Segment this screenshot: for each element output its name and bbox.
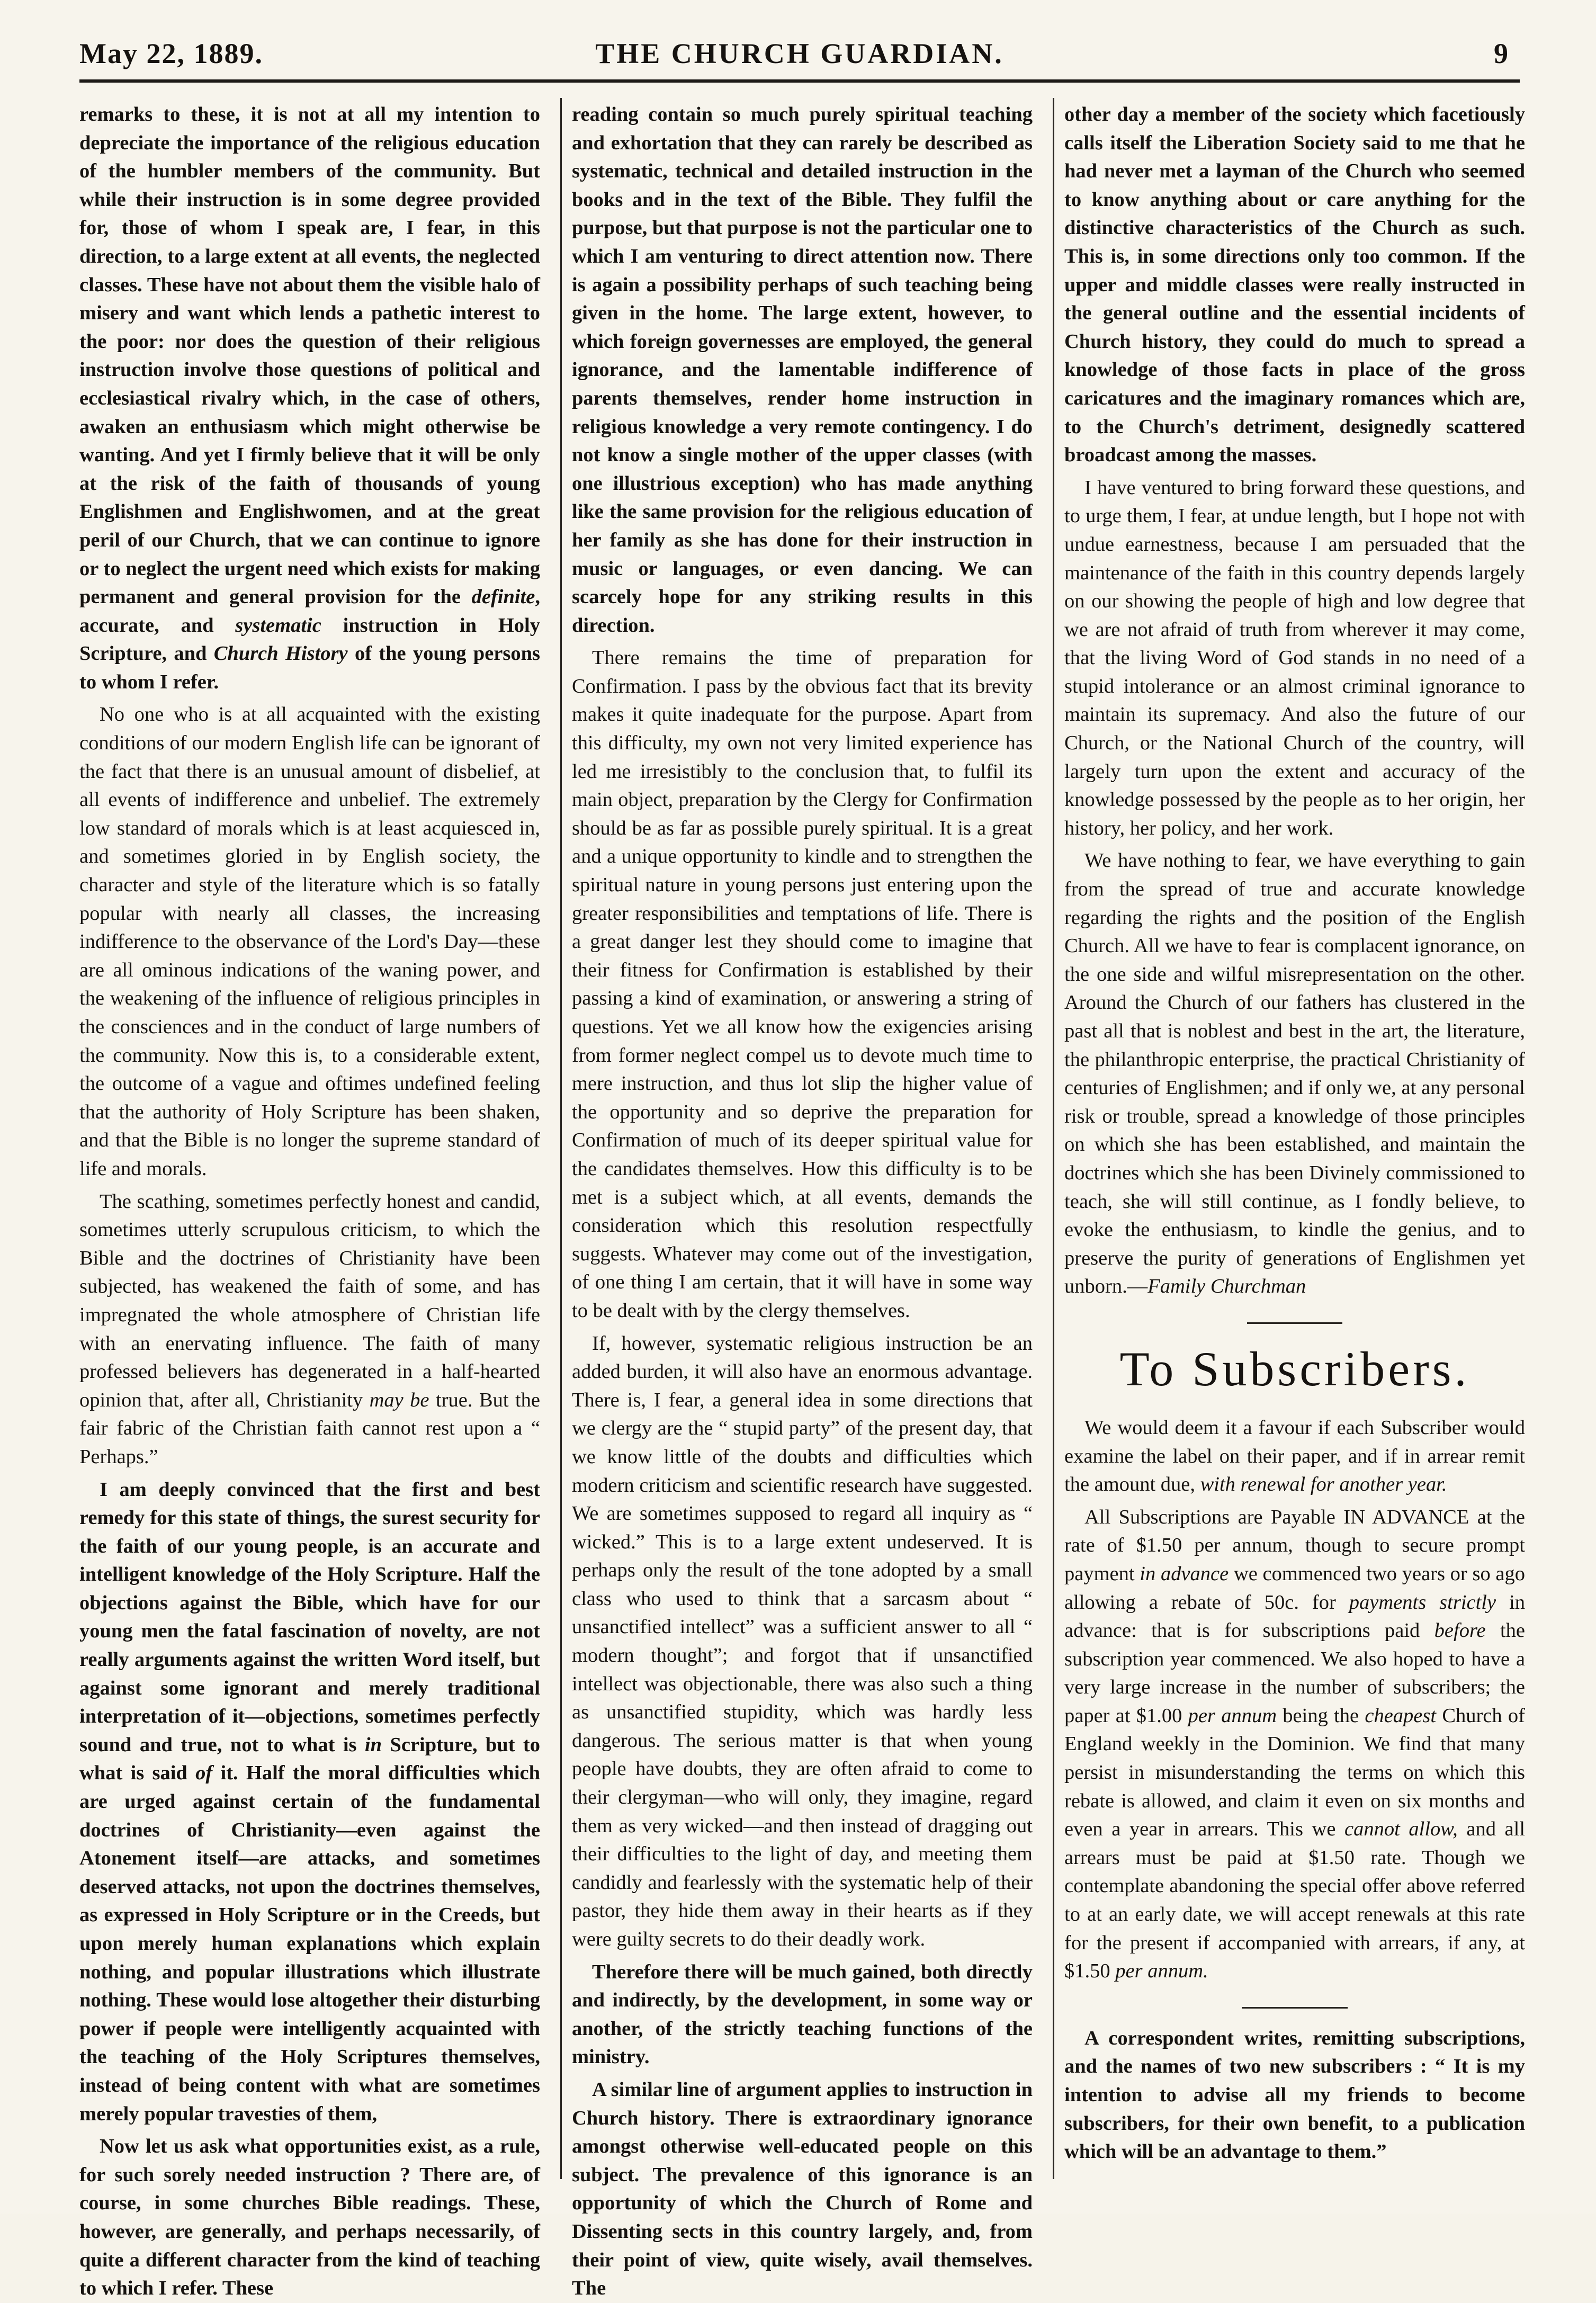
paragraph: We have nothing to fear, we have everything to gain from the spread of true and accurate knowledge regarding the rights and the position of the English Church. All we have to fear is complacent ignorance, on the one side and wilful misrepresentation on the other. Around the Church of our fathers has clustered in the past all that is noblest and best in the art, the literature, the philanthropic enterprise, the practical Christianity of centuries of Englishmen; and if only we, at any personal risk or trouble, spread a knowledge of those principles on which she has been established, and maintain the doctrines which she has been Divinely commissioned to teach, she will still continue, as I fondly believe, to evoke the enthusiasm, to kindle the genius, and to preserve the purity of generations of Englishmen yet unborn.—Family Churchman: [1064, 849, 1525, 1298]
paragraph: remarks to these, it is not at all my intention to depreciate the importance of the religious education of the humbler members of the community. But while their instruction is in some degree provided for, those of whom I speak are, I fear, in this direction, to a large extent at all events, the neglected classes. These have not about them the visible halo of misery and want which lends a pathetic interest to the poor: nor does the question of their religious instruction involve those questions of political and ecclesiastical rivalry which, in the case of others, awaken an enthusiasm which might otherwise be wanting. And yet I firmly believe that it will be only at the risk of the faith of thousands of young Englishmen and Englishwomen, and at the great peril of our Church, that we can continue to ignore or to neglect the urgent need which exists for making permanent and general provision for the definite, accurate, and systematic instruction in Holy Scripture, and Church History of the young persons to whom I refer.: [79, 103, 541, 693]
paragraph: We would deem it a favour if each Subscriber would examine the label on their paper, and if in arrear remit the amount due, with renewal for another year.: [1064, 1416, 1525, 1496]
column-divider: [560, 98, 562, 2179]
masthead: [79, 21, 1520, 83]
paragraph: I am deeply convinced that the first and best remedy for this state of things, the surest security for the faith of our young people, is an accurate and intelligent knowledge of the Holy Scripture. Half the objections against the Bible, which have for our young men the fatal fascination of novelty, are not really arguments against the written Word itself, but against some ignorant and merely traditional interpretation of it—objections, sometimes perfectly sound and true, not to what is in Scripture, but to what is said of it. Half the moral difficulties which are urged against certain of the fundamental doctrines of Christianity—even against the Atonement itself—are attacks, and sometimes deserved attacks, not upon the doctrines themselves, as expressed in Holy Scripture or in the Creeds, but upon merely human explanations which explain nothing, and popular illustrations which illustrate nothing. These would lose altogether their disturbing power if people were intelligently acquainted with the teaching of the Holy Scriptures themselves, instead of being content with what are sometimes merely popular travesties of them,: [79, 1478, 541, 2125]
section-heading: To Subscribers.: [1119, 1341, 1470, 1396]
paragraph: Therefore there will be much gained, both directly and indirectly, by the development, in some way or another, of the strictly teaching functions of the ministry.: [572, 1960, 1033, 2068]
paragraph: reading contain so much purely spiritual teaching and exhortation that they can rarely be described as systematic, technical and detailed instruction in the books and in the text of the Bible. They fulfil the purpose, but that purpose is not the particular one to which I am venturing to direct attention now. There is again a possibility perhaps of such teaching being given in the home. The large extent, however, to which foreign governesses are employed, the general ignorance, and the lamentable indifference of parents themselves, render home instruction in religious knowledge a very remote contingency. I do not know a single mother of the upper classes (with one illustrious exception) who has made anything like the same provision for the religious education of her family as she has done for their instruction in music or languages, or even dancing. We can scarcely hope for any striking results in this direction.: [572, 103, 1033, 637]
column-divider: [1053, 98, 1054, 2179]
paragraph: No one who is at all acquainted with the existing conditions of our modern English life can be ignorant of the fact that there is an unusual amount of disbelief, at all events of indifference and unbelief. The extremely low standard of morals which is at least acquiesced in, and sometimes gloried in by English society, the character and style of the literature which is so fatally popular with nearly all classes, the increasing indifference to the observance of the Lord's Day—these are all ominous indications of the waning power, and the weakening of the influence of religious principles in the consciences and in the conduct of large numbers of the community. Now this is, to a considerable extent, the outcome of a vague and oftimes undefined feeling that the authority of Holy Scripture has been shaken, and that the Bible is no longer the supreme standard of life and morals.: [79, 703, 540, 1180]
article-column-3: [1064, 101, 1525, 2176]
paragraph: other day a member of the society which facetiously calls itself the Liberation Society said to me that he had never met a layman of the Church who seemed to know anything about or care anything for the distinctive characteristics of the Church as such. This is, in some directions only too common. If the upper and middle classes were really instructed in the general outline and the essential incidents of Church history, they could do much to spread a knowledge of those facts in place of the gross caricatures and the imaginary romances which are, to the Church's detriment, designedly scattered broadcast among the masses.: [1064, 103, 1525, 467]
paragraph: All Subscriptions are Payable IN ADVANCE at the rate of $1.50 per annum, though to secure prompt payment in advance we commenced two years or so ago allowing a rebate of 50c. for payments strictly in advance: that is for subscriptions paid before the subscription year commenced. We also hoped to have a very large increase in the number of subscribers; the paper at $1.00 per annum being the cheapest Church of England weekly in the Dominion. We find that many persist in misunderstanding the terms on which this rebate is allowed, and claim it even on six months and even a year in arrears. This we cannot allow, and all arrears must be paid at $1.50 rate. Though we contemplate abandoning the special offer above referred to at an early date, we will accept renewals at this rate for the present if accompanied with arrears, if any, at $1.50 per annum.: [1064, 1506, 1526, 1983]
paragraph: There remains the time of preparation for Confirmation. I pass by the obvious fact that its brevity makes it quite inadequate for the purpose. Apart from this difficulty, my own not very limited experience has led me irresistibly to the conclusion that, to fulfil its main object, preparation by the Clergy for Confirmation should be as far as possible purely spiritual. It is a great and a unique opportunity to kindle and to strengthen the spiritual nature in young persons just entering upon the greater responsibilities and temptations of life. There is a great danger lest they should come to imagine that their fitness for Confirmation is established by their passing a kind of examination, or answering a string of questions. Yet we all know how the exigencies arising from former neglect compel us to devote much time to mere instruction, and thus lot slip the higher value of the opportunity and so deprive the preparation for Confirmation of much of its deeper spiritual value for the candidates themselves. How this difficulty is to be met is a subject which, at all events, demands the consideration which this resolution respectfully suggests. Whatever may come out of the investigation, of one thing I am certain, that it will have in some way to be dealt with by the clergy themselves.: [572, 647, 1033, 1322]
section-divider: [1247, 1322, 1342, 1324]
paragraph: If, however, systematic religious instruction be an added burden, it will also have an enormous advantage. There is, I fear, a general idea in some directions that we clergy are the “ stupid party” of the present day, that we know little of the doubts and difficulties which modern criticism and scientific research have suggested. We are sometimes supposed to regard all inquiry as “ wicked.” This is to a large extent undeserved. It is perhaps only the result of the tone adopted by a small class who used to think that a sarcasm about “ unsanctified intellect” was a sufficient answer to all “ modern thought”; and forgot that if unsanctified intellect was objectionable, there was also such a thing as unsanctified stupidity, which was hardly less dangerous. The serious matter is that when young people have doubts, they are often afraid to come to their clergyman—who will only, they imagine, regard them as very wicked—and then instead of dragging out their difficulties to the light of day, and meeting them candidly and fearlessly with the systematic help of their pastor, they hide them away in their hearts as if they were guilty secrets to do their deadly work.: [572, 1332, 1033, 1950]
page-number: 9: [1494, 38, 1509, 69]
paragraph: The scathing, sometimes perfectly honest and candid, sometimes utterly scrupulous criticism, to which the Bible and the doctrines of Christianity have been subjected, has weakened the faith of some, and has impregnated the whole atmosphere of Christian life with an enervating influence. The faith of many professed believers has degenerated in a half-hearted opinion that, after all, Christianity may be true. But the fair fabric of the Christian faith cannot rest upon a “ Perhaps.”: [79, 1190, 540, 1468]
paragraph: I have ventured to bring forward these questions, and to urge them, I fear, at undue length, but I hope not with undue earnestness, because I am persuaded that the maintenance of the faith in this country depends largely on our showing the people of high and low degree that we are not afraid of truth from wherever it may come, that the living Word of God stands in no need of a stupid intolerance or an almost criminal ignorance to maintain its supremacy. And also the future of our Church, or the National Church of the country, will largely turn upon the extent and accuracy of the knowledge possessed by the people as to her origin, her history, her policy, and her work.: [1064, 476, 1525, 839]
newspaper-title: THE CHURCH GUARDIAN.: [595, 38, 1004, 69]
paragraph: Now let us ask what opportunities exist, as a rule, for such sorely needed instruction ? There are, of course, in some churches Bible readings. These, however, are generally, and perhaps necessarily, of quite a different character from the kind of teaching to which I refer. These: [79, 2135, 540, 2300]
issue-date: May 22, 1889.: [79, 38, 263, 69]
source-attribution: Family Churchman: [1147, 1275, 1306, 1298]
article-column-1: [79, 101, 541, 2300]
paragraph: A correspondent writes, remitting subscriptions, and the names of two new subscribers : “ It is my intention to advise all my friends to become subscribers, for their own benefit, to a publication which will be an advantage to them.”: [1064, 2027, 1525, 2163]
article-column-2: [572, 101, 1033, 2300]
paragraph: A similar line of argument applies to instruction in Church history. There is extraordinary ignorance amongst otherwise well-educated people on this subject. The prevalence of this ignorance is an opportunity of which the Church of Rome and Dissenting sects in this country largely, and, from their point of view, quite wisely, avail themselves. The: [572, 2078, 1033, 2300]
section-divider: [1242, 2007, 1348, 2009]
